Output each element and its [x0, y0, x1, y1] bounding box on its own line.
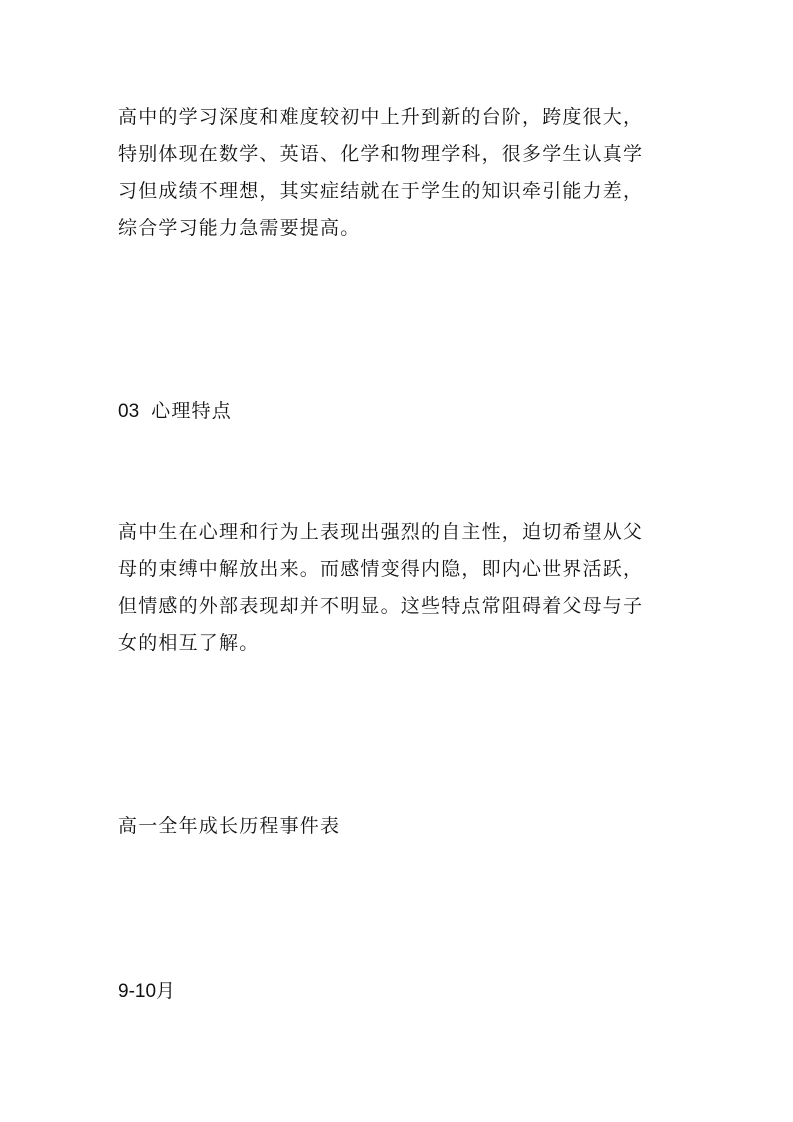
psych-paragraph [118, 514, 678, 662]
psych-line-2: 母的束缚中解放出来。而感情变得内隐，即内心世界活跃， [118, 558, 644, 580]
month-heading-number: 9-10 [118, 981, 157, 1002]
month-heading [118, 977, 176, 1006]
intro-line-3: 习但成绩不理想，其实症结就在于学生的知识牵引能力差， [118, 180, 644, 202]
events-heading [118, 812, 340, 840]
psych-line-3: 但情感的外部表现却并不明显。这些特点常阻碍着父母与子 [118, 595, 644, 617]
intro-paragraph [118, 99, 678, 247]
intro-line-4: 综合学习能力急需要提高。 [118, 217, 361, 239]
psych-line-1: 高中生在心理和行为上表现出强烈的自主性，迫切希望从父 [118, 521, 644, 543]
psych-heading-number: 03 [118, 401, 140, 422]
month-heading-unit: 月 [156, 980, 177, 1002]
psych-heading-title: 心理特点 [151, 400, 232, 422]
intro-line-1: 高中的学习深度和难度较初中上升到新的台阶，跨度很大， [118, 106, 644, 128]
psych-line-4: 女的相互了解。 [118, 632, 260, 654]
psych-heading [118, 397, 232, 426]
intro-line-2: 特别体现在数学、英语、化学和物理学科，很多学生认真学 [118, 143, 644, 165]
events-heading-title: 高一全年成长历程事件表 [118, 815, 341, 837]
